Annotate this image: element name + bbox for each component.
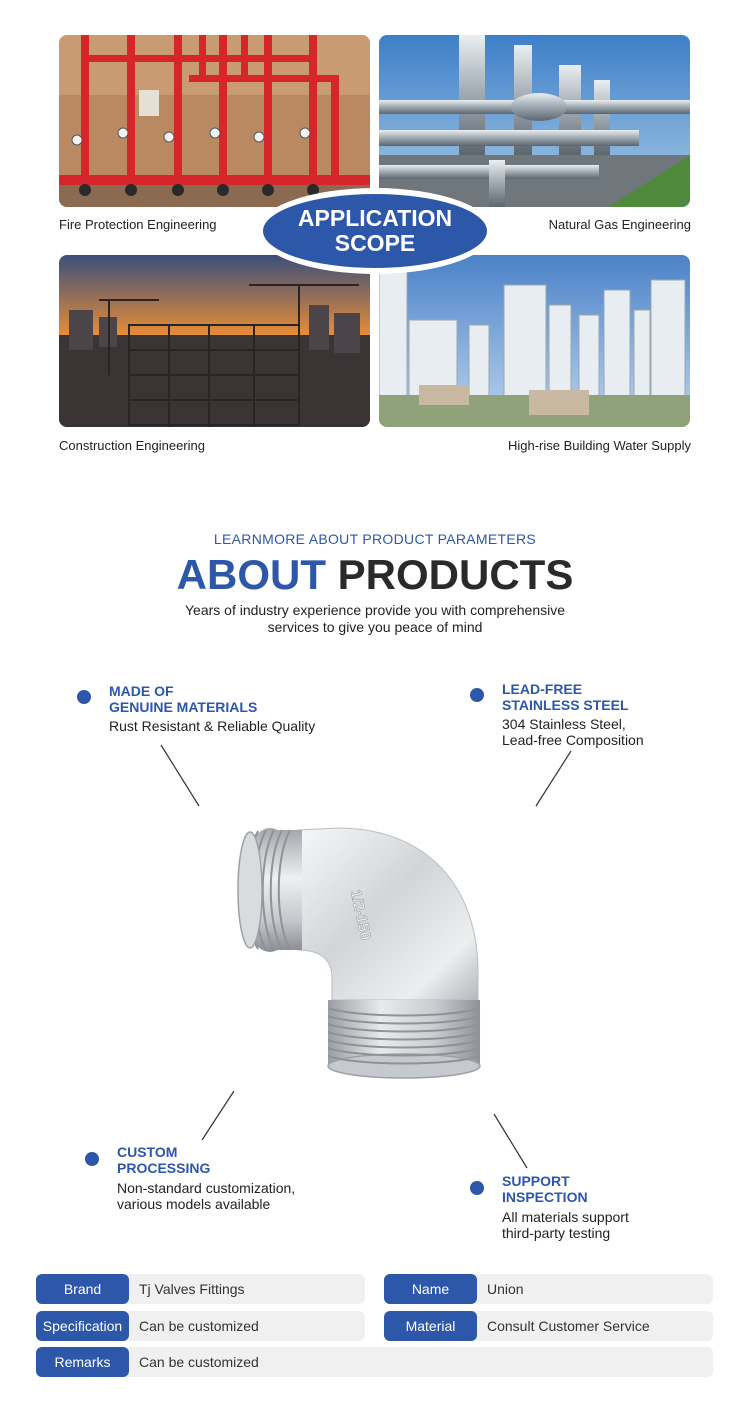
feature-desc-line-1: Rust Resistant & Reliable Quality (109, 718, 316, 734)
feature-title-line-2: STAINLESS STEEL (502, 696, 629, 713)
badge-line-1: APPLICATION (297, 205, 453, 231)
feature-description (117, 1180, 295, 1212)
feature-desc-line-1: Non-standard customization, (117, 1180, 296, 1196)
feature-desc-line-1: All materials support (502, 1209, 629, 1225)
subtext-line-1: Years of industry experience provide you with comprehensive (184, 602, 566, 618)
section-headline (0, 550, 750, 600)
param-label: Material (384, 1311, 477, 1341)
param-label: Specification (36, 1311, 129, 1341)
badge-line-2: SCOPE (334, 230, 416, 256)
construction-photo (59, 255, 370, 427)
subtext-line-2: services to give you peace of mind (267, 619, 483, 635)
feature-desc-line-1: 304 Stainless Steel, (502, 716, 626, 732)
param-label: Brand (36, 1274, 129, 1304)
application-scope-badge (257, 188, 493, 274)
feature-dot (470, 688, 484, 702)
feature-title (109, 684, 257, 715)
caption-high-rise: High-rise Building Water Supply (507, 438, 691, 453)
feature-title (502, 1174, 588, 1205)
caption-fire-protection: Fire Protection Engineering (59, 217, 217, 232)
feature-dot (470, 1181, 484, 1195)
feature-dot (77, 690, 91, 704)
section-subtext (0, 602, 750, 636)
product-marking: 1/2-150 (346, 888, 375, 942)
feature-title-line-2: PROCESSING (117, 1159, 211, 1176)
feature-title-line-2: INSPECTION (502, 1188, 588, 1205)
param-row-material (384, 1311, 713, 1341)
feature-desc-line-2: various models available (117, 1196, 271, 1212)
headline-products: PRODUCTS (337, 551, 574, 598)
feature-title-line-2: GENUINE MATERIALS (109, 698, 258, 715)
param-label: Name (384, 1274, 477, 1304)
section-kicker: LEARNMORE ABOUT PRODUCT PARAMETERS (213, 531, 537, 547)
fire-protection-photo (59, 35, 370, 207)
param-value: Union (487, 1281, 524, 1297)
param-row-name (384, 1274, 713, 1304)
feature-desc-line-2: Lead-free Composition (502, 732, 644, 748)
feature-title (117, 1145, 210, 1176)
product-elbow-image (228, 818, 488, 1080)
param-value: Can be customized (139, 1318, 259, 1334)
feature-desc-line-2: third-party testing (502, 1225, 611, 1241)
headline-about: ABOUT (176, 551, 326, 598)
param-label: Remarks (36, 1347, 129, 1377)
feature-title-line-1: CUSTOM (117, 1144, 178, 1160)
feature-description (502, 1209, 629, 1241)
param-value: Can be customized (139, 1354, 259, 1370)
caption-construction: Construction Engineering (59, 438, 205, 453)
param-row-brand (36, 1274, 365, 1304)
feature-dot (85, 1152, 99, 1166)
param-value: Consult Customer Service (487, 1318, 650, 1334)
param-row-specification (36, 1311, 365, 1341)
caption-natural-gas: Natural Gas Engineering (548, 217, 691, 232)
callout-line-stainless (536, 751, 571, 806)
feature-description (109, 718, 315, 734)
feature-title-line-1: LEAD-FREE (502, 681, 583, 697)
callout-line-materials (161, 745, 199, 806)
feature-title-line-1: MADE OF (109, 683, 174, 699)
feature-title (502, 682, 629, 713)
natural-gas-photo (379, 35, 690, 207)
callout-line-custom (202, 1091, 234, 1140)
param-value: Tj Valves Fittings (139, 1281, 245, 1297)
feature-title-line-1: SUPPORT (502, 1173, 570, 1189)
high-rise-photo (379, 255, 690, 427)
callout-line-inspection (494, 1114, 527, 1168)
param-row-remarks (36, 1347, 713, 1377)
feature-description (502, 716, 644, 748)
